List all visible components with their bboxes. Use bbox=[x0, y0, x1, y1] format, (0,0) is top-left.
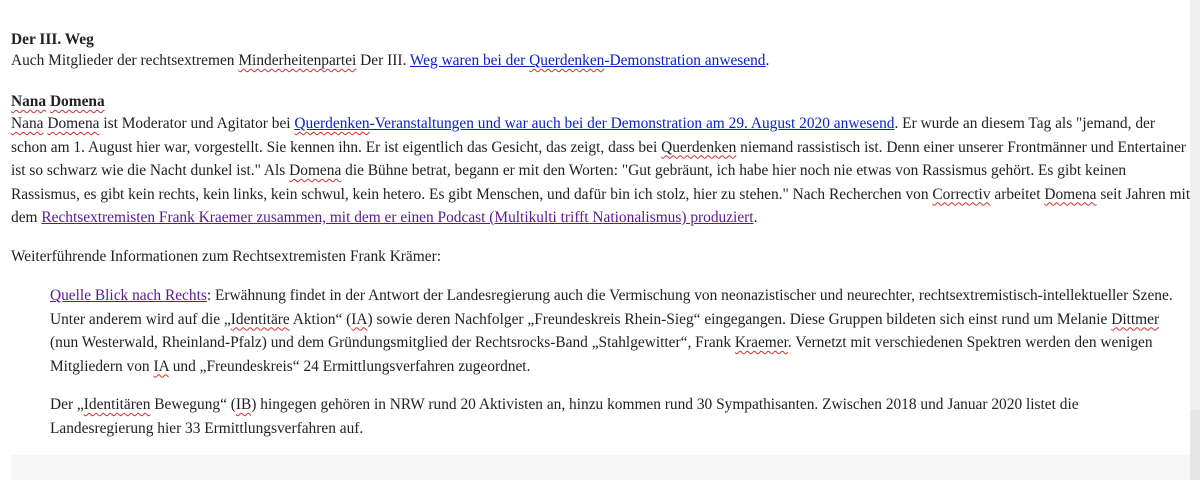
section-heading-der-iii-weg: Der III. Weg bbox=[11, 31, 94, 48]
paragraph-nana-domena: Nana Domena ist Moderator und Agitator bei Querdenken-Veranstaltungen und war auch bei der Demonstration am 29. August 2020 anwesend. Er wurde an diesem Tag als "jemand, der schon am 1. August hier war, vorgestellt. Sie kennen ihn. Er ist eigentlich das Gesicht, das zeigt, dass bei Querdenken niemand rassistisch ist. Denn einer unserer Frontmänner und Entertainer ist so schwarz wie die Nacht dunkel ist." Als Domena die Bühne betrat, begann er mit den Worten: "Gut gebräunt, ich habe hier noch nie etwas von Rassismus gehört. Es gibt keinen Rassismus, es gibt kein rechts, kein links, kein schwul, kein hetero. Es gibt Menschen, und dafür bin ich stolz, hier zu stehen." Nach Recherchen von Correctiv arbeitet Domena seit Jahren mit dem Rechtsextremisten Frank Kraemer zusammen, mit dem er einen Podcast (Multikulti trifft Nationalismus) produziert. bbox=[11, 115, 1191, 226]
scrollbar-thumb[interactable] bbox=[1190, 410, 1200, 480]
further-info-intro: Weiterführende Informationen zum Rechtsextremisten Frank Krämer: bbox=[11, 248, 441, 265]
link-quelle-blick-nach-rechts[interactable]: Quelle Blick nach Rechts bbox=[50, 287, 207, 304]
blockquote-blick-nach-rechts: Quelle Blick nach Rechts: Erwähnung findet in der Antwort der Landesregierung auch die Vermischung von neonazistischer und neurechter, rechtsextremistisch-intellektueller Szene. Unter anderem wird auf die „Identitäre Aktion“ (IA) sowie deren Nachfolger „Freundeskreis Rhein-Sieg“ eingegangen. Diese Gruppen bildeten sich einst rund um Melanie Dittmer (nun Westerwald, Rheinland-Pfalz) und dem Gründungsmitglied der Rechtsrocks-Band „Stahlgewitter“, Frank Kraemer. Vernetzt mit verschiedenen Spektren werden den wenigen Mitgliedern von IA und „Freundeskreis“ 24 Ermittlungsverfahren zugeordnet. bbox=[50, 287, 1173, 375]
scrollbar-track[interactable] bbox=[1190, 0, 1200, 480]
link-querdenken-demonstration[interactable]: Weg waren bei der Querdenken-Demonstration anwesend bbox=[409, 52, 766, 69]
section-heading-nana-domena: Nana Domena bbox=[11, 93, 105, 110]
link-rechtsextremisten-frank-kraemer[interactable]: Rechtsextremisten Frank Kraemer zusammen, mit dem er einen Podcast (Multikulti trifft Nationalismus) produziert bbox=[41, 209, 754, 226]
link-querdenken-veranstaltungen[interactable]: Querdenken-Veranstaltungen und war auch bei der Demonstration am 29. August 2020 anwesend bbox=[294, 115, 895, 132]
next-block-background bbox=[11, 455, 1190, 480]
spellcheck-word: Minderheitenpartei bbox=[238, 52, 357, 69]
blockquote-identitaere-bewegung: Der „Identitären Bewegung“ (IB) hingegen gehören in NRW rund 20 Aktivisten an, hinzu kommen rund 30 Sympathisanten. Zwischen 2018 und Januar 2020 listet die Landesregierung hier 33 Ermittlungsverfahren auf. bbox=[50, 396, 1079, 437]
paragraph-der-iii-weg: Auch Mitglieder der rechtsextremen Minderheitenpartei Der III. Weg waren bei der Querdenken-Demonstration anwesend. bbox=[11, 52, 770, 69]
